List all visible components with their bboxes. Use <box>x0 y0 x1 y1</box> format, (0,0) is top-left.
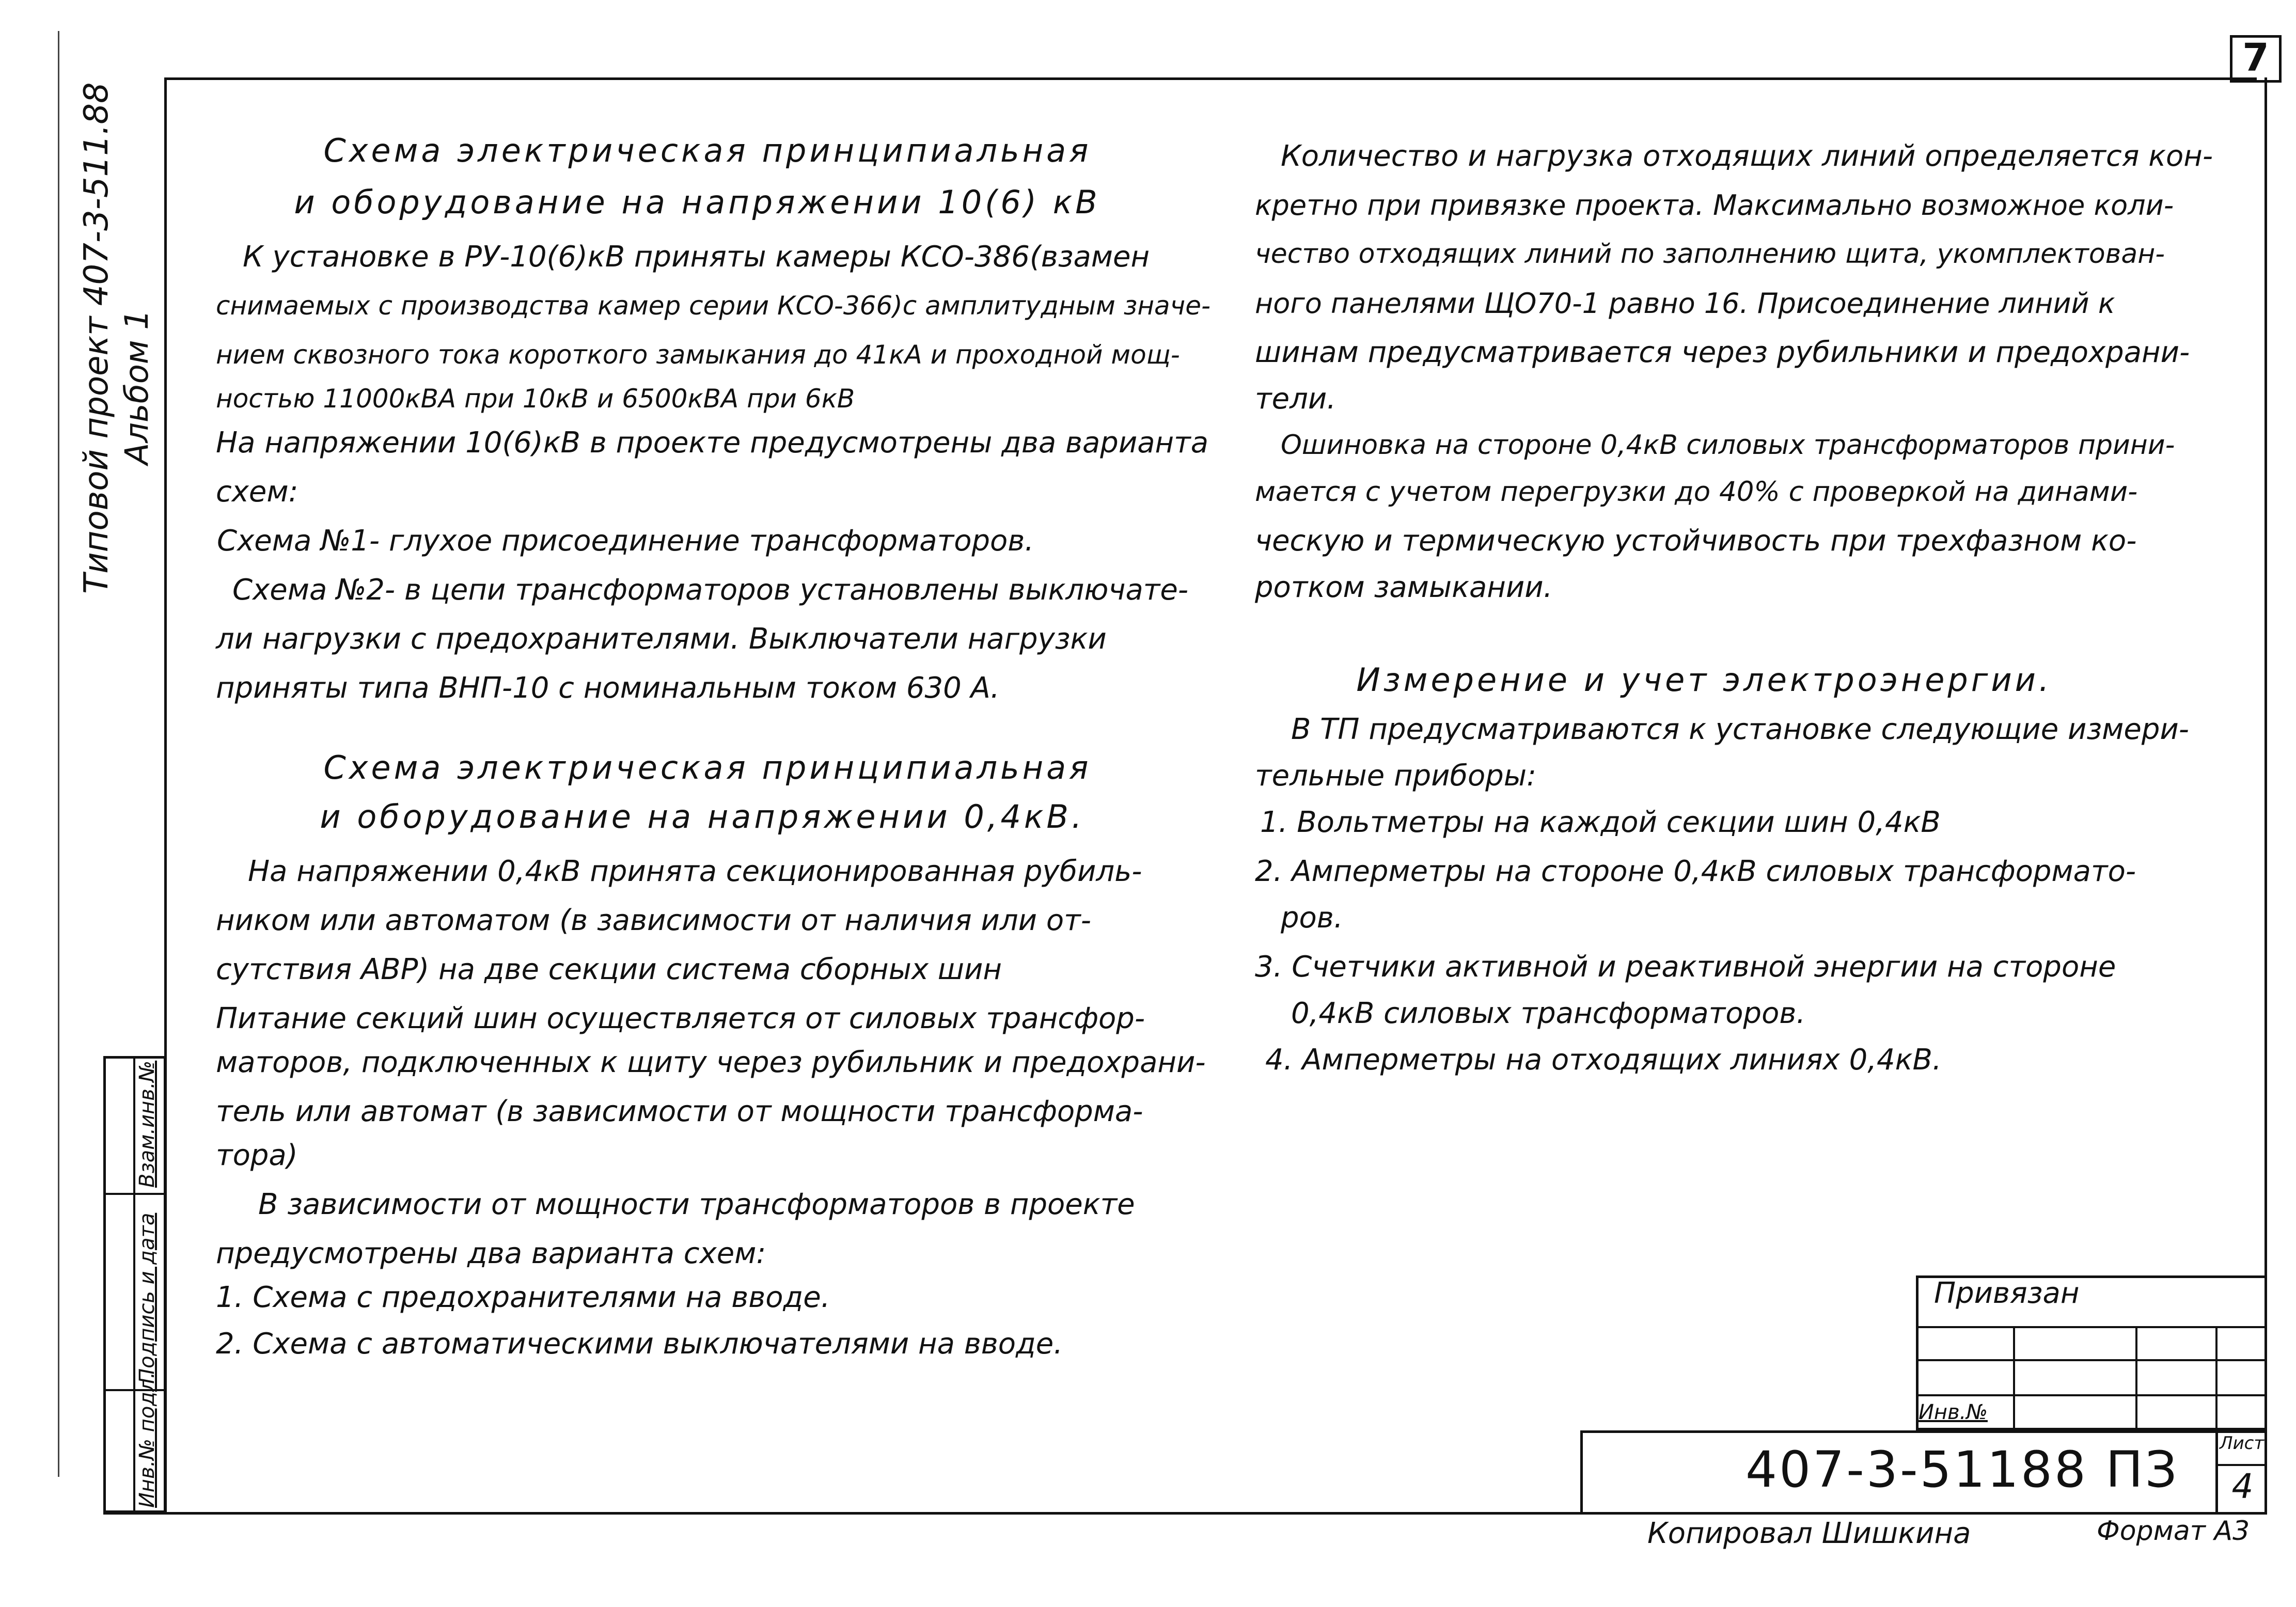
section2-line: 1. Схема с предохранителями на вводе. <box>216 1281 830 1314</box>
section4-line: 0,4кВ силовых трансформаторов. <box>1291 997 1806 1030</box>
section1-line: схем: <box>216 475 298 509</box>
section2-line: сутствия АВР) на две секции система сборных шин <box>216 953 1002 986</box>
privyazan-col-1 <box>2013 1326 2015 1429</box>
privyazan-label: Привязан <box>1934 1277 2080 1310</box>
section1-line: Схема №2- в цепи трансформаторов установлены выключате- <box>232 573 1189 607</box>
section4-line: В ТП предусматриваются к установке следующие измери- <box>1291 713 2189 746</box>
section1-heading-line2: и оборудование на напряжении 10(6) кВ <box>294 183 1100 221</box>
section4-line: тельные приборы: <box>1255 759 1536 793</box>
section2-line: ником или автоматом (в зависимости от наличия или от- <box>216 904 1091 937</box>
section3-line: чество отходящих линий по заполнению щита, укомплектован- <box>1255 239 2165 270</box>
section4-line: ров. <box>1281 901 1343 935</box>
copied-by: Копировал Шишкина <box>1647 1517 1971 1550</box>
section2-line: тель или автомат (в зависимости от мощности трансформа- <box>216 1095 1143 1128</box>
section2-heading-line2: и оборудование на напряжении 0,4кВ. <box>320 798 1085 836</box>
corner-sheet-number: 7 <box>2242 36 2269 80</box>
section2-line: маторов, подключенных к щиту через рубильник и предохрани- <box>216 1046 1206 1079</box>
sheet-label: Лист <box>2220 1433 2264 1454</box>
designation-code: 407-3-51188 ПЗ <box>1745 1441 2179 1499</box>
section4-line: 4. Амперметры на отходящих линиях 0,4кВ. <box>1265 1043 1942 1077</box>
section3-line: ного панелями ЩО70-1 равно 16. Присоединение линий к <box>1255 287 2115 320</box>
section4-line: 3. Счетчики активной и реактивной энергии на стороне <box>1255 950 2116 984</box>
side-stamp-label-2: Подпись и дата <box>135 1212 159 1384</box>
privyazan-row-2 <box>1916 1359 2267 1361</box>
section2-line: На напряжении 0,4кВ принята секционированная рубиль- <box>248 855 1142 888</box>
frame-top <box>165 77 2257 80</box>
section2-line: В зависимости от мощности трансформаторов в проекте <box>258 1188 1135 1221</box>
section3-line: мается с учетом перегрузки до 40% с проверкой на динами- <box>1255 476 2138 508</box>
section4-heading: Измерение и учет электроэнергии. <box>1356 661 2052 699</box>
side-album-title: Альбом 1 <box>118 309 155 465</box>
section1-line: К установке в РУ-10(6)кВ приняты камеры КСО-386(взамен <box>243 240 1150 274</box>
section4-line: 1. Вольтметры на каждой секции шин 0,4кВ <box>1260 806 1941 839</box>
format-label: Формат А3 <box>2097 1516 2250 1547</box>
privyazan-row-3 <box>1916 1394 2267 1396</box>
section3-line: тели. <box>1255 382 1336 416</box>
section1-line: ностью 11000кВА при 10кВ и 6500кВА при 6кВ <box>216 384 855 414</box>
section3-line: Количество и нагрузка отходящих линий определяется кон- <box>1281 139 2213 173</box>
section1-line: На напряжении 10(6)кВ в проекте предусмотрены два варианта <box>216 426 1209 460</box>
privyazan-row-1 <box>1916 1326 2267 1328</box>
section4-line: 2. Амперметры на стороне 0,4кВ силовых трансформато- <box>1255 855 2136 888</box>
section2-line: Питание секций шин осуществляется от силовых трансфор- <box>216 1002 1145 1035</box>
privyazan-col-3 <box>2215 1326 2218 1429</box>
side-stamp-row-1 <box>103 1193 166 1195</box>
side-stamp-label-1: Взам.инв.№ <box>135 1060 159 1188</box>
section1-line: приняты типа ВНП-10 с номинальным током 630 А. <box>216 671 1000 705</box>
section3-line: кретно при привязке проекта. Максимально возможное коли- <box>1255 189 2174 222</box>
outer-left-mark <box>58 31 59 1477</box>
inv-no-label: Инв.№ <box>1918 1400 1988 1424</box>
section2-heading-line1: Схема электрическая принципиальная <box>323 749 1092 786</box>
side-project-title: Типовой проект 407-3-511.88 <box>77 82 116 594</box>
section1-line: нием сквозного тока короткого замыкания до 41кА и проходной мощ- <box>216 340 1180 370</box>
section1-line: снимаемых с производства камер серии КСО-366)с амплитудным значе- <box>216 291 1211 321</box>
designation-sheet-divider <box>2215 1430 2218 1515</box>
section3-line: ротком замыкании. <box>1255 571 1553 604</box>
section3-line: шинам предусматривается через рубильники и предохрани- <box>1255 336 2190 369</box>
privyazan-col-2 <box>2135 1326 2137 1429</box>
section3-line: Ошиновка на стороне 0,4кВ силовых трансформаторов прини- <box>1281 430 2175 461</box>
section1-line: ли нагрузки с предохранителями. Выключатели нагрузки <box>216 622 1107 656</box>
section2-line: предусмотрены два варианта схем: <box>216 1237 766 1270</box>
section3-line: ческую и термическую устойчивость при трехфазном ко- <box>1255 524 2137 558</box>
section2-line: тора) <box>216 1139 298 1172</box>
section1-heading-line1: Схема электрическая принципиальная <box>323 132 1092 169</box>
sheet-label-divider <box>2215 1464 2267 1466</box>
section2-line: 2. Схема с автоматическими выключателями на вводе. <box>216 1327 1063 1361</box>
section1-line: Схема №1- глухое присоединение трансформаторов. <box>217 524 1034 558</box>
side-stamp-label-3: Инв.№ подл. <box>135 1372 159 1508</box>
sheet-number: 4 <box>2231 1467 2254 1506</box>
